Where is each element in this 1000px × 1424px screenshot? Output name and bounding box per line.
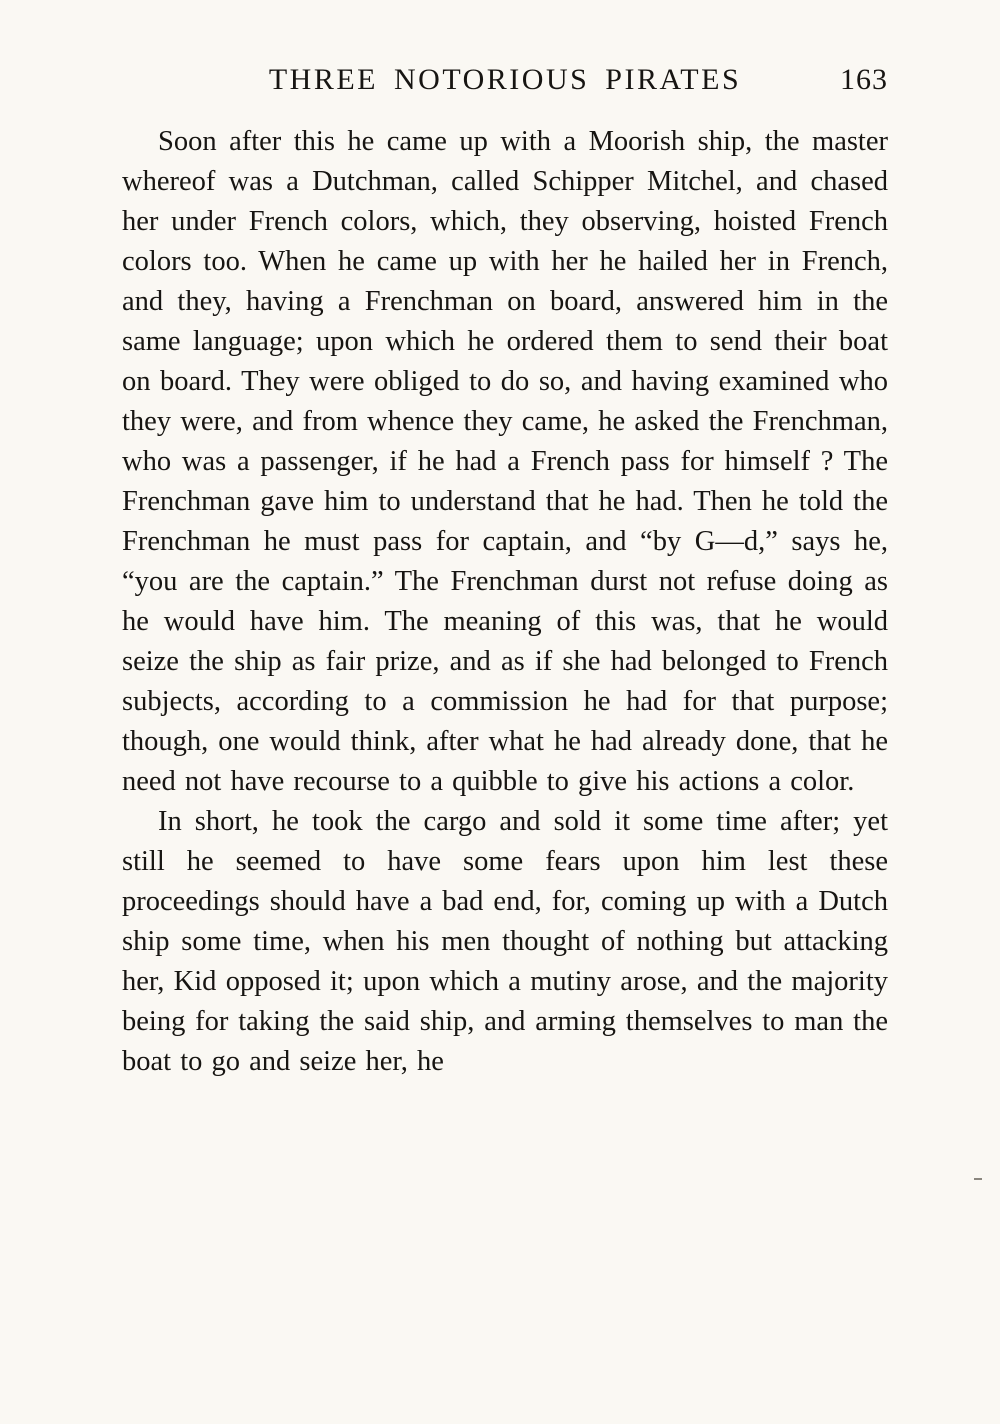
paragraph-2: In short, he took the cargo and sold it some time after; yet still he seemed to have some fears upon him lest these proceedings should have a bad end, for, coming up with a Dutch ship some time, when his men thought of nothing but attacking her, Kid opposed it; upon which a mutiny arose, and the majority being for taking the said ship, and arming themselves to man the boat to go and seize her, he — [122, 806, 888, 1077]
paragraph-1: Soon after this he came up with a Moorish ship, the master whereof was a Dutchman, called Schipper Mitchel, and chased her under French colors, which, they observing, hoisted French colors too. When he came up with her he hailed her in French, and they, having a Frenchman on board, answered him in the same language; upon which he ordered them to send their boat on board. They were obliged to do so, and having examined who they were, and from whence they came, he asked the Frenchman, who was a passenger, if he had a French pass for himself ? The Frenchman gave him to understand that he had. Then he told the Frenchman he must pass for captain, and “by G—d,” says he, “you are the captain.” The Frenchman durst not refuse doing as he would have him. The meaning of this was, that he would seize the ship as fair prize, and as if she had belonged to French subjects, according to a commission he had for that purpose; though, one would think, after what he had already done, that he need not have recourse to a quibble to give his actions a color. — [122, 126, 888, 797]
running-head-title: THREE NOTORIOUS PIRATES — [268, 63, 742, 96]
page-header — [122, 62, 888, 98]
scan-edge-mark — [974, 1178, 982, 1180]
page-number: 163 — [840, 63, 888, 96]
